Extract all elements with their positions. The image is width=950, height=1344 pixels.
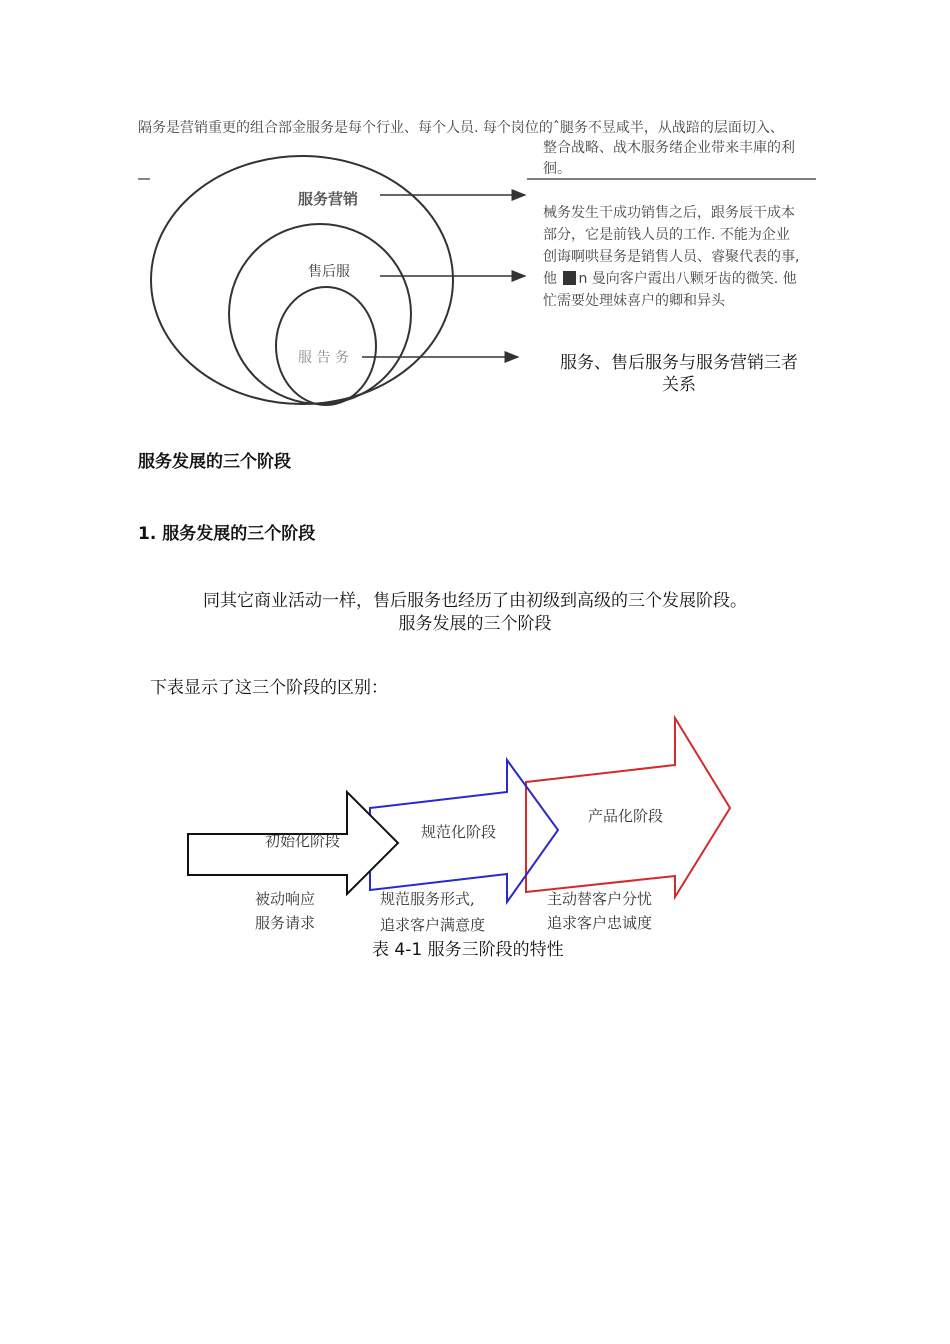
stage3-label: 产品化阶段 xyxy=(588,807,664,825)
right-mid-line-4b: n 曼向客户霞出八颗牙齿的微笑. 他 xyxy=(578,271,797,287)
paragraph xyxy=(100,590,850,636)
paragraph-line-1: 同其它商业活动一样，售后服务也经历了由初级到高级的三个发展阶段。 xyxy=(203,591,747,611)
right-mid-line-2: 部分，它是前钱人员的工作. 不能为企业 xyxy=(543,227,790,243)
intro-line: 隔务是营销重更的组合部金服务是每个行业、每个人员. 每个岗位的ˆ腿务不昱咸半，从战踣的层面切入、 xyxy=(138,120,784,136)
stage3-desc-line-1: 主动替客户分忧 xyxy=(547,890,653,908)
stage1-desc-line-1: 被动响应 xyxy=(255,890,316,908)
stage2-label: 规范化阶段 xyxy=(421,823,497,841)
inner-circle xyxy=(276,287,376,405)
table-caption: 表 4-1 服务三阶段的特性 xyxy=(372,940,564,960)
middle-circle xyxy=(229,224,411,404)
stage3-desc-line-2: 追求客户忠诚度 xyxy=(547,914,653,932)
table-intro: 下表显示了这三个阶段的区别： xyxy=(150,678,388,698)
label-outer: 服务营销 xyxy=(298,190,359,208)
diagram-caption-line-1: 服务、售后服务与服务营销三者 xyxy=(560,353,798,373)
diagram-caption-line-2: 关系 xyxy=(662,375,696,395)
right-mid-line-4a: 他 xyxy=(543,271,557,287)
label-inner: 服 告 务 xyxy=(298,350,349,366)
stage2-desc-line-2: 追求客户满意度 xyxy=(380,916,486,934)
right-top-line-1: 整合战略、战木服务绪企业带来丰庫的利 xyxy=(543,140,795,156)
paragraph-line-2: 服务发展的三个阶段 xyxy=(398,614,552,634)
section-heading: 服务发展的三个阶段 xyxy=(138,452,291,472)
three-stage-diagram xyxy=(180,710,740,940)
right-mid-line-1: 械务发生干成功销售之后，跟务辰干成本 xyxy=(543,205,795,221)
right-mid-line-5: 忙需要处理妹喜户的卿和异头 xyxy=(543,293,725,309)
stage1-desc-line-2: 服务请求 xyxy=(255,914,316,932)
diagram-caption xyxy=(530,352,828,396)
subheading: 1. 服务发展的三个阶段 xyxy=(138,524,316,544)
right-mid-line-3: 创诲啊哄昼务是销售人员、睿聚代表的事, xyxy=(543,249,800,265)
right-top-line-2: 徊。 xyxy=(543,161,571,177)
label-middle: 售后服 xyxy=(308,264,350,280)
stage1-label: 初始化阶段 xyxy=(265,832,341,850)
stage2-desc-line-1: 规范服务形式, xyxy=(380,890,475,908)
